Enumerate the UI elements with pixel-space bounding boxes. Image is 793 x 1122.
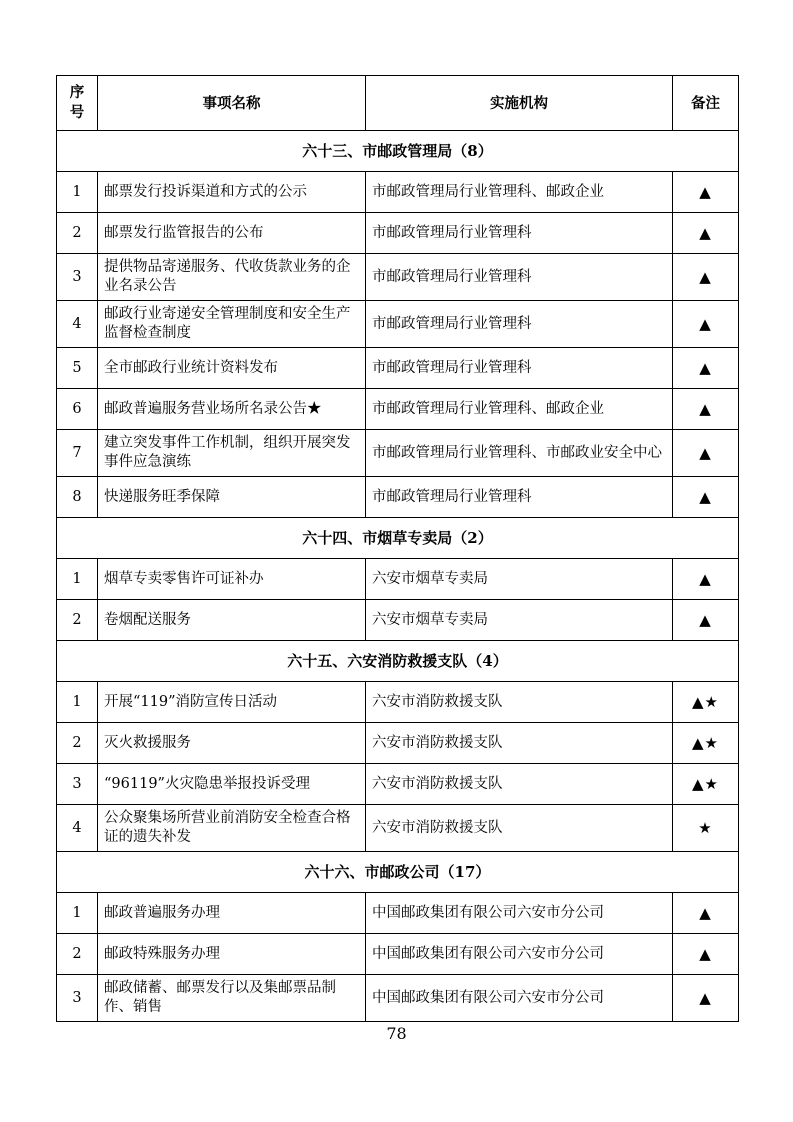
section-header-row — [57, 641, 739, 682]
row-agency: 中国邮政集团有限公司六安市分公司 — [366, 975, 673, 1022]
row-item-name: 邮政特殊服务办理 — [98, 934, 366, 975]
row-agency: 六安市消防救援支队 — [366, 805, 673, 852]
table-row — [57, 477, 739, 518]
table-row — [57, 301, 739, 348]
row-agency: 市邮政管理局行业管理科、市邮政业安全中心 — [366, 430, 673, 477]
table-row — [57, 764, 739, 805]
row-agency: 市邮政管理局行业管理科 — [366, 477, 673, 518]
table-row — [57, 934, 739, 975]
table-body — [57, 131, 739, 1022]
service-items-table — [56, 75, 739, 1022]
row-agency: 中国邮政集团有限公司六安市分公司 — [366, 934, 673, 975]
row-item-name: 邮政储蓄、邮票发行以及集邮票品制作、销售 — [98, 975, 366, 1022]
table-row — [57, 975, 739, 1022]
row-item-name: 烟草专卖零售许可证补办 — [98, 559, 366, 600]
section-title: 六十四、市烟草专卖局（2） — [57, 518, 739, 559]
table-row — [57, 723, 739, 764]
row-agency: 市邮政管理局行业管理科 — [366, 213, 673, 254]
row-index: 3 — [57, 975, 98, 1022]
row-remark: ▲ — [673, 559, 739, 600]
row-remark: ▲ — [673, 389, 739, 430]
row-item-name: “96119”火灾隐患举报投诉受理 — [98, 764, 366, 805]
row-index: 3 — [57, 254, 98, 301]
row-agency: 市邮政管理局行业管理科、邮政企业 — [366, 389, 673, 430]
row-index: 6 — [57, 389, 98, 430]
row-index: 1 — [57, 682, 98, 723]
row-item-name: 邮票发行监管报告的公布 — [98, 213, 366, 254]
row-index: 8 — [57, 477, 98, 518]
table-row — [57, 559, 739, 600]
row-agency: 市邮政管理局行业管理科 — [366, 348, 673, 389]
row-remark: ▲★ — [673, 723, 739, 764]
header-index-line2: 号 — [69, 104, 85, 121]
row-remark: ▲ — [673, 254, 739, 301]
row-index: 1 — [57, 559, 98, 600]
row-agency: 市邮政管理局行业管理科 — [366, 301, 673, 348]
page-number: 78 — [386, 1024, 407, 1043]
row-index: 5 — [57, 348, 98, 389]
section-title: 六十五、六安消防救援支队（4） — [57, 641, 739, 682]
row-remark: ▲ — [673, 477, 739, 518]
row-agency: 六安市消防救援支队 — [366, 723, 673, 764]
row-item-name: 快递服务旺季保障 — [98, 477, 366, 518]
service-items-table-container — [56, 75, 738, 1022]
table-row — [57, 893, 739, 934]
row-index: 7 — [57, 430, 98, 477]
row-index: 2 — [57, 723, 98, 764]
header-item-name: 事项名称 — [98, 76, 366, 131]
row-remark: ★ — [673, 805, 739, 852]
table-row — [57, 389, 739, 430]
row-remark: ▲ — [673, 172, 739, 213]
row-agency: 中国邮政集团有限公司六安市分公司 — [366, 893, 673, 934]
row-index: 2 — [57, 213, 98, 254]
row-index: 1 — [57, 172, 98, 213]
row-remark: ▲ — [673, 893, 739, 934]
row-item-name: 卷烟配送服务 — [98, 600, 366, 641]
table-row — [57, 805, 739, 852]
table-row — [57, 430, 739, 477]
row-item-name: 公众聚集场所营业前消防安全检查合格证的遗失补发 — [98, 805, 366, 852]
row-agency: 六安市烟草专卖局 — [366, 600, 673, 641]
row-agency: 六安市烟草专卖局 — [366, 559, 673, 600]
row-remark: ▲ — [673, 348, 739, 389]
row-remark: ▲ — [673, 430, 739, 477]
header-index-line1: 序 — [69, 84, 85, 101]
table-row — [57, 213, 739, 254]
row-item-name: 邮政普遍服务办理 — [98, 893, 366, 934]
row-index: 3 — [57, 764, 98, 805]
row-remark: ▲ — [673, 975, 739, 1022]
header-agency: 实施机构 — [366, 76, 673, 131]
section-header-row — [57, 131, 739, 172]
row-agency: 市邮政管理局行业管理科 — [366, 254, 673, 301]
row-remark: ▲ — [673, 301, 739, 348]
section-title: 六十三、市邮政管理局（8） — [57, 131, 739, 172]
table-row — [57, 600, 739, 641]
row-agency: 六安市消防救援支队 — [366, 764, 673, 805]
table-row — [57, 682, 739, 723]
row-item-name: 邮票发行投诉渠道和方式的公示 — [98, 172, 366, 213]
table-row — [57, 172, 739, 213]
row-item-name: 邮政普遍服务营业场所名录公告★ — [98, 389, 366, 430]
row-index: 1 — [57, 893, 98, 934]
row-remark: ▲ — [673, 934, 739, 975]
section-header-row — [57, 518, 739, 559]
row-agency: 市邮政管理局行业管理科、邮政企业 — [366, 172, 673, 213]
row-remark: ▲★ — [673, 764, 739, 805]
section-header-row — [57, 852, 739, 893]
row-item-name: 开展“119”消防宣传日活动 — [98, 682, 366, 723]
row-remark: ▲★ — [673, 682, 739, 723]
row-item-name: 灭火救援服务 — [98, 723, 366, 764]
table-header-row — [57, 76, 739, 131]
row-remark: ▲ — [673, 600, 739, 641]
row-index: 4 — [57, 805, 98, 852]
table-row — [57, 348, 739, 389]
row-item-name: 建立突发事件工作机制，组织开展突发事件应急演练 — [98, 430, 366, 477]
row-item-name: 全市邮政行业统计资料发布 — [98, 348, 366, 389]
header-remark: 备注 — [673, 76, 739, 131]
row-index: 2 — [57, 600, 98, 641]
row-remark: ▲ — [673, 213, 739, 254]
row-item-name: 邮政行业寄递安全管理制度和安全生产监督检查制度 — [98, 301, 366, 348]
header-index — [57, 76, 98, 131]
section-title: 六十六、市邮政公司（17） — [57, 852, 739, 893]
row-index: 4 — [57, 301, 98, 348]
row-index: 2 — [57, 934, 98, 975]
row-item-name: 提供物品寄递服务、代收货款业务的企业名录公告 — [98, 254, 366, 301]
row-agency: 六安市消防救援支队 — [366, 682, 673, 723]
table-row — [57, 254, 739, 301]
